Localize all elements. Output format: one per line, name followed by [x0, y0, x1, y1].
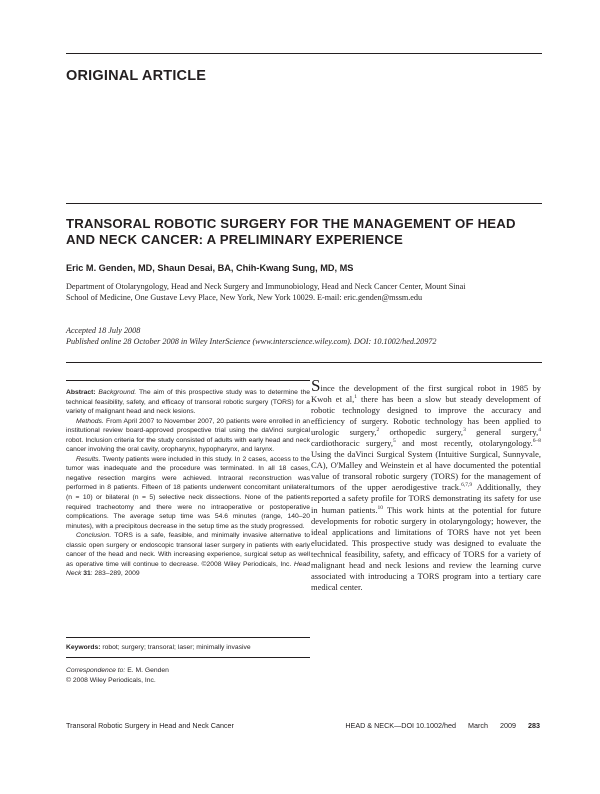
footer-year: 2009 — [500, 721, 516, 730]
reference-marker: 6,7,9 — [461, 482, 473, 489]
background-label: Background. — [98, 389, 137, 396]
conclusion-label: Conclusion. — [76, 532, 112, 540]
correspondence — [66, 666, 310, 686]
affiliation: Department of Otolaryngology, Head and Neck Surgery and Immunobiology, Head and Neck Cancer Center, Mount Sinai School of Medicine, One Gustave Levy Place, New York, New York 10029. E-mail: eric.genden@mssm.edu — [66, 282, 466, 303]
page-number: 283 — [528, 721, 540, 730]
methods-label: Methods. — [76, 417, 104, 425]
abstract-conclusion — [66, 531, 310, 579]
author-list: Eric M. Genden, MD, Shaun Desai, BA, Chih-Kwang Sung, MD, MS — [66, 263, 354, 273]
footer-journal: HEAD & NECK—DOI 10.1002/hed — [345, 721, 457, 730]
reference-marker: 6–8 — [532, 438, 541, 445]
body-segment: cardiothoracic surgery, — [311, 438, 393, 449]
published-info: Published online 28 October 2008 in Wiley InterScience (www.interscience.wiley.com). DOI: 10.1002/hed.20972 — [66, 337, 437, 346]
correspondence-name: E. M. Genden — [127, 667, 169, 674]
correspondence-line — [66, 666, 310, 676]
reference-marker: 5 — [392, 438, 396, 445]
results-text: Twenty patients were included in this study. In 2 cases, access to the tumor was inadequate and the procedure was terminated. In all 18 cases, negative resection margins were achieved. Intraoral reconstruction was performed in 8 patients. Fifteen of 18 patients underwent concomitant unilateral (n = 10) or bilateral (n = 5) selective neck dissections. None of the patients required tracheotomy and there were no intraoperative or postoperative complications. The average setup time was 54.6 minutes (range, 140–20 minutes), with a precipitous decrease in the setup time as the study progressed. — [66, 455, 310, 530]
background-text: The aim of this prospective study was to determine the technical feasibility, safety, and efficacy of transoral robotic surgery (TORS) for a variety of malignant head and neck lesions. — [66, 389, 310, 416]
correspondence-label: Correspondence to: — [66, 667, 126, 674]
body-segment: Using the daVinci Surgical System (Intuitive Surgical, Sunnyvale, CA), O'Malley and Weinstein et al have documented the potential value of transoral robotic surgery (TORS) for the management of tumors of the upper aerodigestive track. — [311, 449, 541, 493]
conclusion-text: TORS is a safe, feasible, and minimally invasive alternative to classic open surgery or endoscopic transoral laser surgery in patients with early cancer of the head and neck. With increasing experience, surgical setup as well as operative time will continue to decrease. — [66, 532, 310, 568]
body-segment: Additionally, they reported a safety profile for TORS demonstrating its safety for use in human patients. — [311, 482, 541, 515]
paper-title: TRANSORAL ROBOTIC SURGERY FOR THE MANAGEMENT OF HEAD AND NECK CANCER: A PRELIMINARY EXPERIENCE — [66, 216, 516, 247]
abstract-methods — [66, 417, 310, 455]
body-segment: and most recently, otolaryngology. — [395, 438, 533, 449]
title-rule — [66, 203, 542, 204]
keywords — [66, 643, 310, 652]
citation-volume: 31 — [83, 570, 91, 578]
drop-cap: S — [311, 376, 321, 395]
correspondence-copyright: © 2008 Wiley Periodicals, Inc. — [66, 677, 156, 684]
reference-marker: 3 — [463, 427, 466, 434]
publication-dates — [66, 325, 536, 347]
results-label: Results. — [76, 455, 101, 463]
citation-journal: Head Neck — [66, 560, 310, 578]
abstract-top-rule — [66, 380, 310, 381]
body-segment: This work hints at the potential for future developments for robotic surgery in otolaryngology; however, the ideal applications and limitations of TORS have not yet been elucidated. This prospective study was designed to evaluate the technical feasibility, safety, and efficacy of TORS for a variety of malignant head and neck lesions and review the learning curve associated with introducing a TORS program into a tertiary care medical center. — [311, 504, 541, 592]
reference-marker: 1 — [354, 394, 357, 401]
keywords-text: robot; surgery; transoral; laser; minimally invasive — [102, 644, 251, 651]
footer-month: March — [468, 721, 488, 730]
abstract-copyright: ©2008 Wiley Periodicals, Inc. — [201, 560, 292, 568]
reference-marker: 2 — [376, 427, 380, 434]
abstract-background — [66, 388, 310, 417]
body-segment: general surgery, — [465, 427, 539, 438]
citation-pages: : 283–289, 2009 — [90, 570, 140, 578]
introduction-text — [311, 376, 542, 593]
keywords-bottom-rule — [66, 657, 310, 658]
body-segment: orthopedic surgery, — [379, 427, 464, 438]
header-bottom-rule — [66, 362, 542, 363]
abstract-label: Abstract: — [66, 389, 96, 396]
abstract — [66, 388, 310, 579]
body-segment: there has been a slow but steady development of robotic technology designed to improve the accuracy and efficiency of surgery. Robotic technology has been applied to urologic surgery, — [311, 394, 541, 438]
accepted-date: Accepted 18 July 2008 — [66, 326, 141, 335]
top-rule — [66, 53, 542, 54]
methods-text: From April 2007 to November 2007, 20 patients were enrolled in an institutional review board-approved prospective trial using the daVinci surgical robot. Inclusion criteria for the study consisted of adults with early head and neck cancer involving the oral cavity, oropharynx, hypopharynx, and larynx. — [66, 417, 310, 454]
running-title: Transoral Robotic Surgery in Head and Neck Cancer — [66, 721, 234, 730]
abstract-bottom-rule — [66, 637, 310, 638]
keywords-label: Keywords: — [66, 644, 101, 651]
abstract-results — [66, 455, 310, 531]
body-segment: ince the development of the first surgical robot in 1985 by Kwoh et al, — [311, 383, 541, 405]
reference-marker: 10 — [377, 504, 383, 511]
section-label: ORIGINAL ARTICLE — [66, 68, 207, 84]
reference-marker: 4 — [538, 427, 542, 434]
journal-footer — [335, 721, 540, 730]
